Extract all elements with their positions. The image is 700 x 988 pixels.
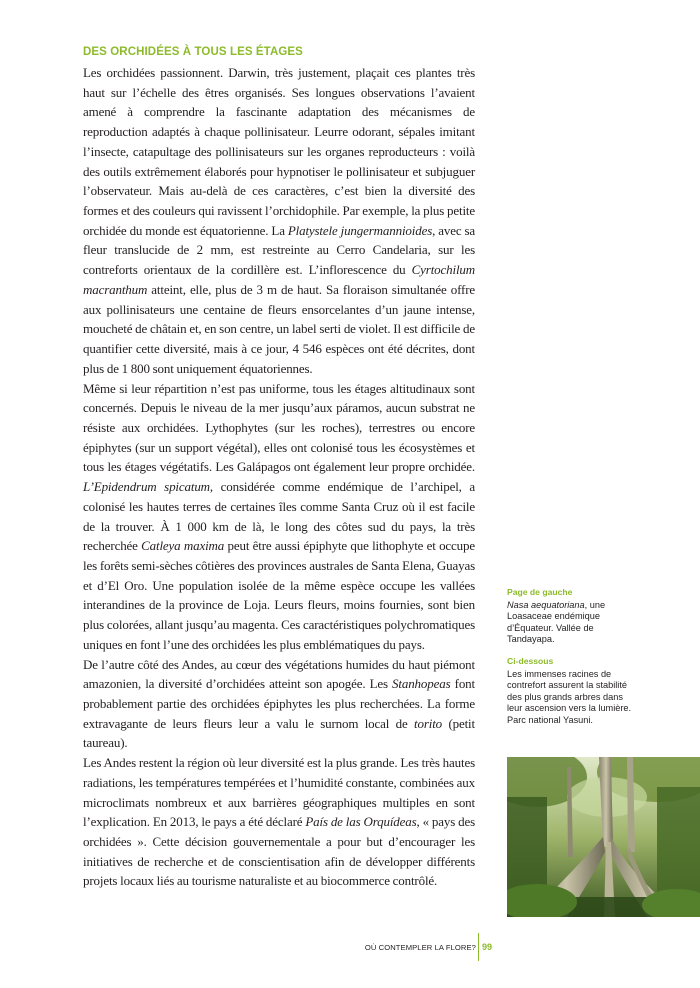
sidebar-captions — [507, 587, 635, 737]
caption-left-page — [507, 600, 635, 646]
caption-below-text: Les immenses racines de contrefort assurent la stabilité des plus grands arbres dans leur ascension vers la lumière. Parc national Yasuni. — [507, 668, 632, 725]
text-run: Les Andes restent la région où leur diversité est la plus grande. Les très hautes radiations, les températures tempérées et l’humidité constante, combinées aux microclimats nombreux et aux barrières géographiques multiples en sont l’explication. En 2013, le pays a été déclaré — [83, 755, 475, 830]
text-run: atteint, elle, plus de 3 m de haut. Sa floraison simultanée offre aux pollinisateurs une centaine de fleurs ensorcelantes d’un jaune intense, moucheté de châtain et, en son centre, un label serti de violet. Il est difficile de quantifier cette diversité, mais à ce jour, 4 546 espèces ont été décrites, dont plus de 1 800 sont uniquement équatoriennes. — [83, 281, 475, 376]
footer-divider — [478, 933, 479, 961]
body-paragraph — [83, 63, 475, 379]
caption-label-below: Ci-dessous — [507, 655, 554, 666]
text-run: peut être aussi épiphyte que lithophyte et occupe les forêts semi-sèches côtières des provinces australes de Santa Elena, Guayas et d’El Oro. Une population isolée de la même espèce occupe les vallées interandines de la province de Loja. Leurs fleurs, moins fournies, sont bien plus colorées, allant jusqu’au magenta. Ces caractéristiques polychromatiques uniques en font l’une des orchidées les plus emblématiques du pays. — [83, 538, 475, 652]
body-paragraph — [83, 753, 475, 891]
species-name: Platystele jungermannioides — [287, 222, 433, 238]
caption-species-name: Nasa aequatoriana — [507, 599, 585, 610]
species-name: Catleya maxima — [141, 538, 225, 554]
body-paragraph — [83, 379, 475, 655]
body-text — [83, 63, 475, 891]
running-footer-title: OÙ CONTEMPLER LA FLORE? — [364, 943, 476, 952]
text-run: Même si leur répartition n’est pas uniforme, tous les étages altitudinaux sont concernés. Depuis le niveau de la mer jusqu’aux páramos, aucun substrat ne résiste aux orchidées. Lythophytes (sur les roches), terrestres ou encore épiphytes (sur un support végétal), elles ont colonisé tous les écosystèmes et tous les étages végétatifs. Les Galápagos ont également leur propre orchidée. — [83, 380, 475, 475]
rainforest-buttress-roots-photo — [507, 757, 700, 917]
species-name: torito — [414, 715, 443, 731]
text-run: (petit taureau). — [83, 715, 475, 751]
species-name: L’Epidendrum spicatum — [83, 479, 210, 495]
text-run: Les orchidées passionnent. Darwin, très justement, plaçait ces plantes très haut sur l’échelle des êtres organisés. Ses longues observations l’avaient amené à comprendre la fascinante adaptation des mécanismes de reproduction adaptés à chaque pollinisateur. Leurre odorant, sépales imitant l’insecte, catapultage des pollinisateurs sur les organes reproducteurs : voilà des outils extrêmement élaborés pour hypnotiser le pollinisateur et subjuguer l’observateur. Mais au-delà de ces caractères, c’est bien la diversité des formes et des couleurs qui ravissent l’orchidophile. Par exemple, la plus petite orchidée du monde est équatorienne. La — [83, 65, 475, 238]
caption-left-page-text: , une Loasaceae endémique d’Équateur. Vallée de Tandayapa. — [507, 599, 606, 645]
text-run: , avec sa fleur translucide de 2 mm, est restreinte au Cerro Candelaria, sur les contreforts orientaux de la cordillère est. L’inflorescence du — [83, 222, 475, 278]
species-name: País de las Orquídeas — [305, 814, 417, 830]
page-number: 99 — [482, 942, 493, 952]
section-heading: DES ORCHIDÉES À TOUS LES ÉTAGES — [83, 46, 303, 58]
text-run: De l’autre côté des Andes, au cœur des végétations humides du haut piémont amazonien, la diversité d’orchidées atteint son apogée. Les — [83, 656, 475, 692]
caption-label-left-page: Page de gauche — [507, 587, 573, 597]
species-name: Stanhopeas — [392, 676, 451, 692]
text-run: font probablement partie des orchidées épiphytes les plus recherchées. La forme extravagante de leurs fleurs leur a valu le surnom local de — [83, 676, 475, 731]
text-run: , considérée comme endémique de l’archipel, a colonisé les hautes terres de certaines îles comme Santa Cruz où il est facile de la trouver. À 1 000 km de là, le long des côtes sud du pays, la très recherchée — [83, 479, 476, 554]
text-run: , « pays des orchidées ». Cette décision gouvernementale a pour but d’encourager les initiatives de recherche et de conscientisation afin de développer différents projets locaux liés au tourisme naturaliste et au biocommerce contrôlé. — [83, 814, 475, 889]
species-name: Cyrtochilum macranthum — [83, 262, 475, 297]
body-paragraph — [83, 655, 475, 754]
